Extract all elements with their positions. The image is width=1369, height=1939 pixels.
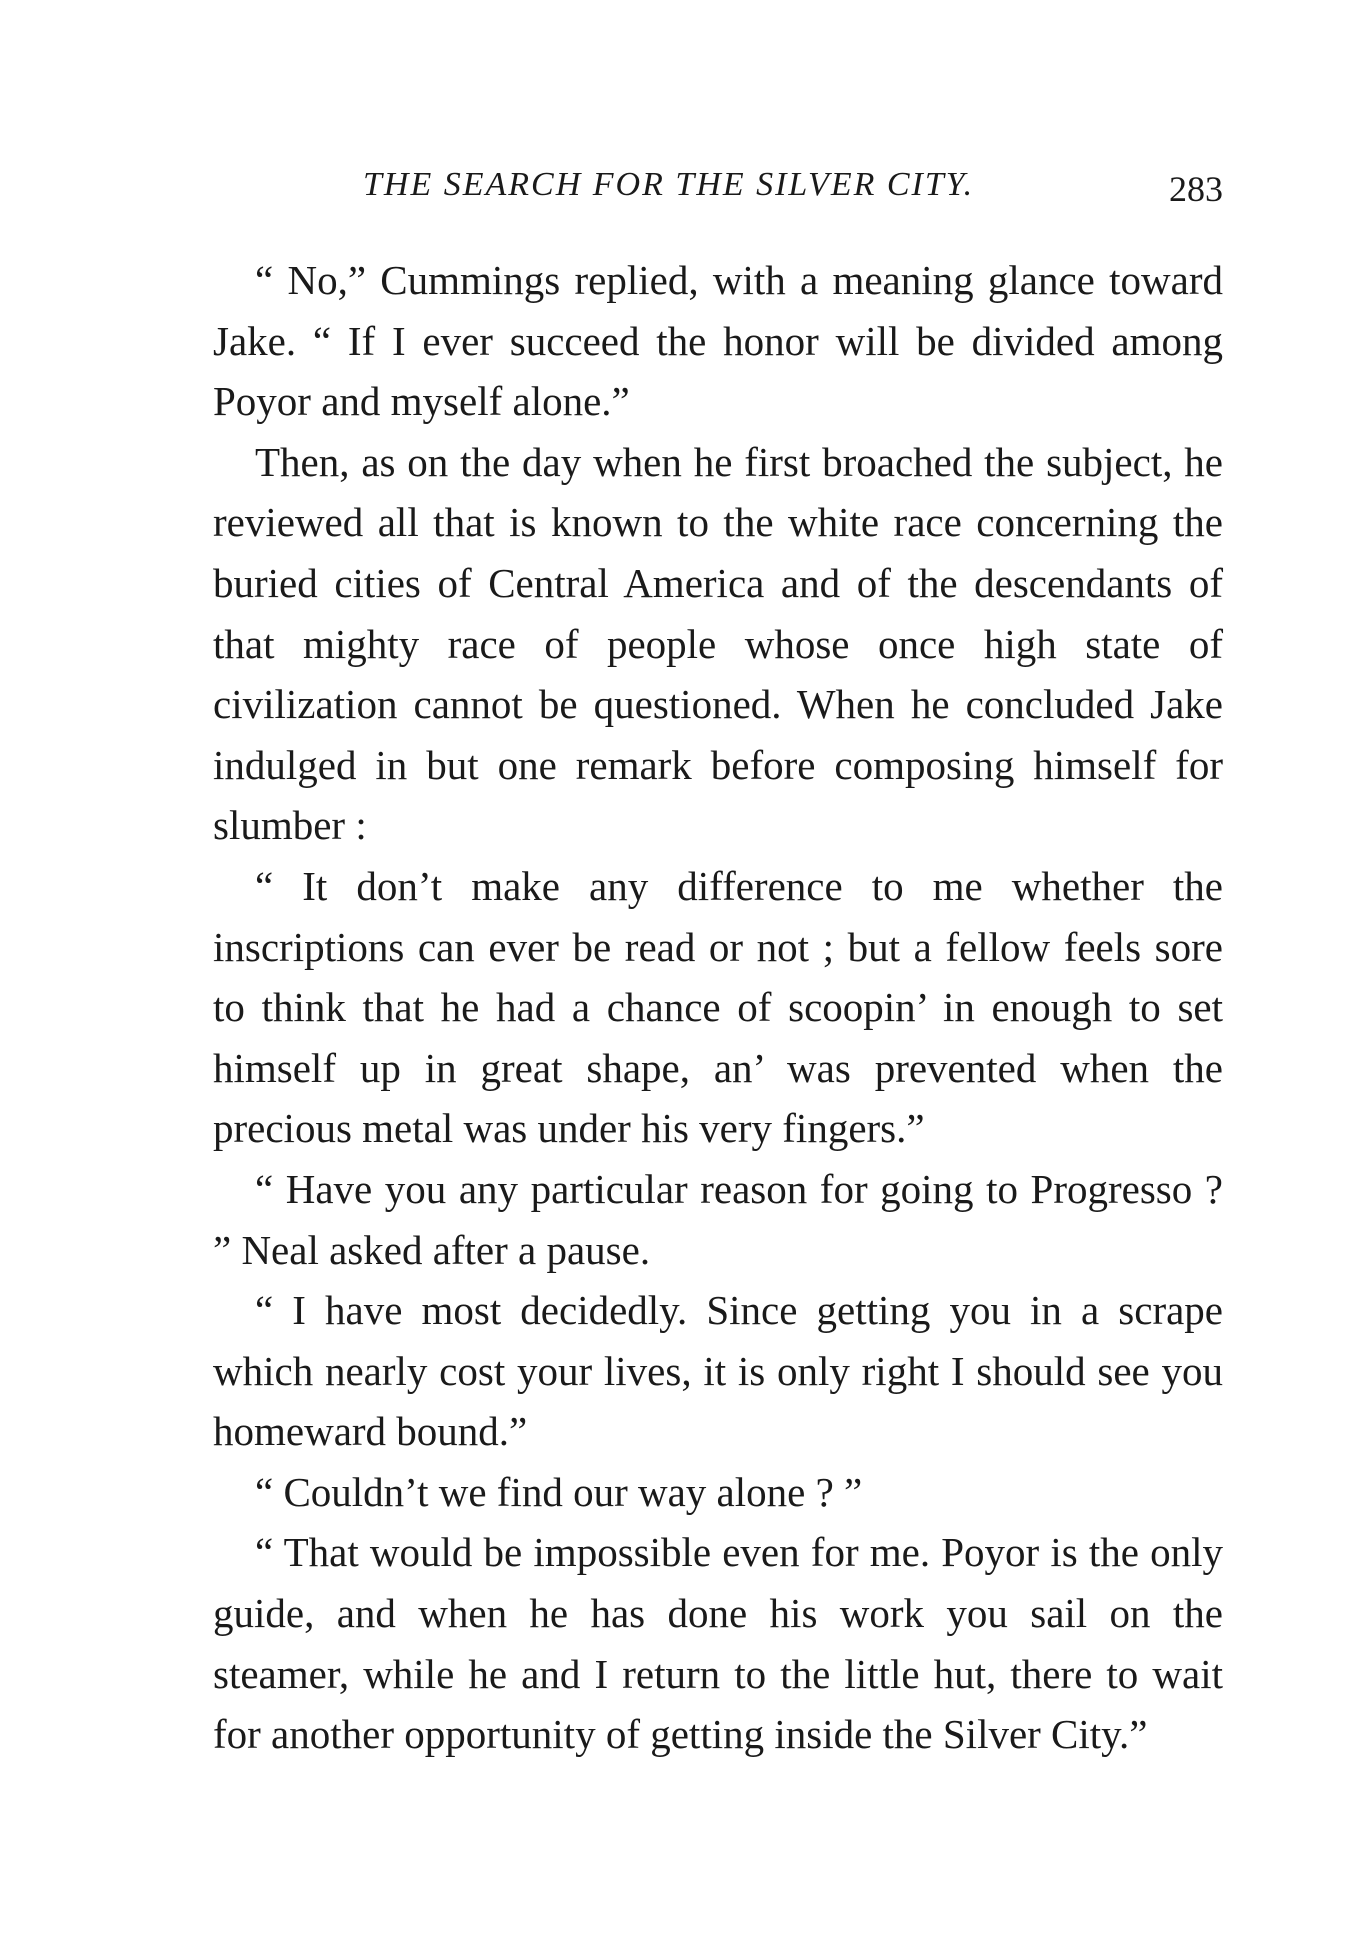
paragraph-4: “ Have you any particular reason for going to Progresso ? ” Neal asked after a pause. (213, 1165, 1223, 1273)
body-text (213, 250, 1223, 1765)
paragraph-5: “ I have most decidedly. Since getting you in a scrape which nearly cost your lives, it is only right I should see you homeward bound.” (213, 1287, 1223, 1455)
paragraph-2: Then, as on the day when he first broached the subject, he reviewed all that is known to the white race concerning the buried cities of Central America and of the descendants of that mighty race of people whose once high state of civilization cannot be questioned. When he concluded Jake indulged in but one remark before composing himself for slumber : (213, 438, 1223, 849)
paragraph-6: “ Couldn’t we find our way alone ? ” (255, 1468, 863, 1515)
paragraph-7: “ That would be impossible even for me. Poyor is the only guide, and when he has done his work you sail on the steamer, while he and I return to the little hut, there to wait for another opportunity of getting inside the Silver City.” (213, 1529, 1223, 1758)
paragraph-3: “ It don’t make any difference to me whether the inscriptions can ever be read or not ; but a fellow feels sore to think that he had a chance of scoopin’ in enough to set himself up in great shape, an’ was prevented when the precious metal was under his very fingers.” (213, 862, 1223, 1152)
paragraph-1: “ No,” Cummings replied, with a meaning glance toward Jake. “ If I ever succeed the honor will be divided among Poyor and myself alone.” (213, 257, 1223, 425)
running-head (213, 160, 1223, 220)
page-number: 283 (1169, 169, 1223, 209)
running-title: THE SEARCH FOR THE SILVER CITY. (363, 166, 975, 203)
